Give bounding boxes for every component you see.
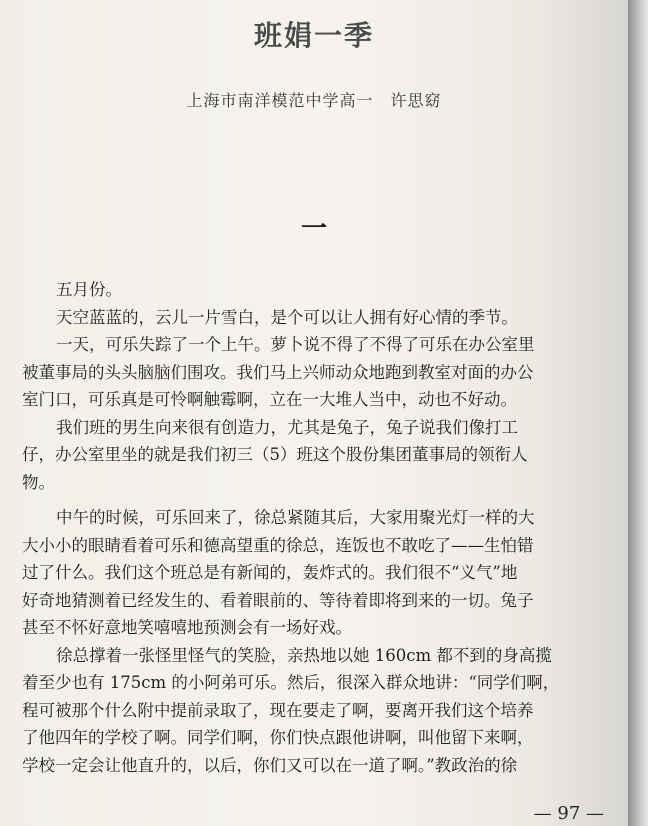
- text-line: 徐总撑着一张怪里怪气的笑脸，亲热地以她 160cm 都不到的身高揽: [56, 645, 552, 665]
- text-line: 天空蓝蓝的，云儿一片雪白，是个可以让人拥有好心情的季节。: [56, 307, 518, 327]
- text-line: 程可被那个什么附中提前录取了，现在要走了啊，要离开我们这个培养: [22, 700, 534, 720]
- text-line: 物。: [22, 472, 55, 492]
- author-byline: 上海市南洋模范中学高一 许思窈: [186, 91, 442, 110]
- page-number: — 97 —: [533, 803, 604, 824]
- text-line: 被董事局的头头脑脑们围攻。我们马上兴师动众地跑到教室对面的办公: [22, 362, 534, 382]
- text-line: 甚至不怀好意地笑嘻嘻地预测会有一场好戏。: [22, 618, 352, 637]
- body-text: [22, 276, 628, 779]
- page-title: 班娟一季: [253, 19, 374, 52]
- section-number: 一: [300, 214, 327, 244]
- text-line: 过了什么。我们这个班总是有新闻的，轰炸式的。我们很不“义气”地: [22, 563, 518, 582]
- text-line: 室门口，可乐真是可怜啊触霉啊，立在一大堆人当中，动也不好动。: [22, 390, 517, 409]
- text-line: 大小小的眼睛看着可乐和德高望重的徐总，连饭也不敢吃了——生怕错: [22, 535, 534, 555]
- text-line: 中午的时候，可乐回来了，徐总紧随其后，大家用聚光灯一样的大: [56, 508, 535, 527]
- text-line: 学校一定会让他直升的，以后，你们又可以在一道了啊。”教政治的徐: [22, 755, 518, 775]
- text-line: 我们班的男生向来很有创造力，尤其是兔子，兔子说我们像打工: [56, 417, 518, 437]
- text-line: 好奇地猜测着已经发生的、看着眼前的、等待着即将到来的一切。兔子: [22, 590, 534, 610]
- text-line: 一天，可乐失踪了一个上午。萝卜说不得了不得了可乐在办公室里: [56, 335, 535, 354]
- text-line: 仔，办公室里坐的就是我们初三（5）班这个股份集团董事局的领衔人: [22, 445, 528, 464]
- text-line: 着至少也有 175cm 的小阿弟可乐。然后，很深入群众地讲：“同学们啊，: [22, 673, 560, 692]
- text-line: 了他四年的学校了啊。同学们啊，你们快点跟他讲啊，叫他留下来啊，: [22, 728, 534, 747]
- text-line: 五月份。: [56, 280, 122, 299]
- book-spine-edge: [628, 0, 648, 826]
